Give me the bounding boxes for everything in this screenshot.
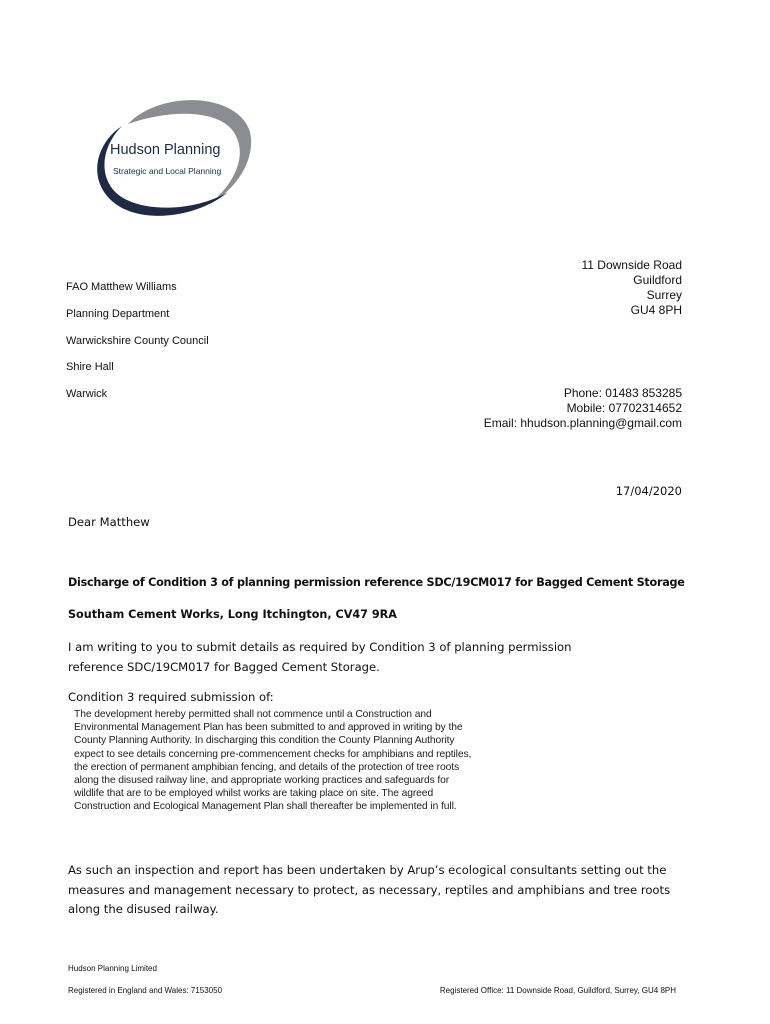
recipient-line: Warwickshire County Council — [66, 335, 209, 347]
condition-intro: Condition 3 required submission of: — [68, 690, 274, 704]
sender-address-line: GU4 8PH — [630, 303, 682, 317]
sender-address-line: 11 Downside Road — [581, 258, 682, 272]
recipient-line: Shire Hall — [66, 361, 114, 373]
sender-address-line: Surrey — [646, 288, 682, 302]
site-heading: Southam Cement Works, Long Itchington, CV47 9RA — [68, 608, 397, 621]
letter-date: 17/04/2020 — [615, 484, 682, 498]
logo-swoosh-graphic — [88, 96, 256, 220]
subject-heading: Discharge of Condition 3 of planning permission reference SDC/19CM017 for Bagged Cement Storage — [68, 576, 685, 589]
footer-registration: Registered in England and Wales: 7153050 — [68, 986, 223, 995]
condition-quote: The development hereby permitted shall not commence until a Construction and Environmental Management Plan has been submitted to and approved in writing by the County Planning Authority. In discharging this condition the County Planning Authority expect to see details concerning pre-commencement checks for amphibians and reptiles, the erection of permanent amphibian fencing, and details of the protection of tree roots along the disused railway line, and appropriate working practices and safeguards for wildlife that are to be employed whilst works are taking place on site. The agreed Construction and Ecological Management Plan shall thereafter be implemented in full. — [74, 709, 472, 813]
closing-paragraph: As such an inspection and report has been undertaken by Arup’s ecological consultants setting out the measures and management necessary to protect, as necessary, reptiles and amphibians and tree roots along the disused railway. — [68, 863, 671, 916]
footer-company: Hudson Planning Limited — [68, 964, 157, 973]
logo-tagline: Strategic and Local Planning — [113, 166, 222, 176]
salutation: Dear Matthew — [68, 515, 150, 529]
contact-phone: Phone: 01483 853285 — [563, 386, 682, 400]
logo-name: Hudson Planning — [110, 142, 221, 158]
company-logo — [88, 96, 256, 220]
recipient-line: Planning Department — [66, 308, 170, 320]
sender-address-line: Guildford — [633, 273, 682, 287]
recipient-line: Warwick — [66, 388, 108, 400]
recipient-line: FAO Matthew Williams — [66, 281, 177, 293]
contact-mobile: Mobile: 07702314652 — [566, 401, 682, 415]
intro-paragraph: I am writing to you to submit details as required by Condition 3 of planning permission reference SDC/19CM017 for Bagged Cement Storage. — [68, 640, 572, 674]
footer-office: Registered Office: 11 Downside Road, Guildford, Surrey, GU4 8PH — [439, 986, 676, 995]
contact-email: Email: hhudson.planning@gmail.com — [483, 416, 682, 430]
